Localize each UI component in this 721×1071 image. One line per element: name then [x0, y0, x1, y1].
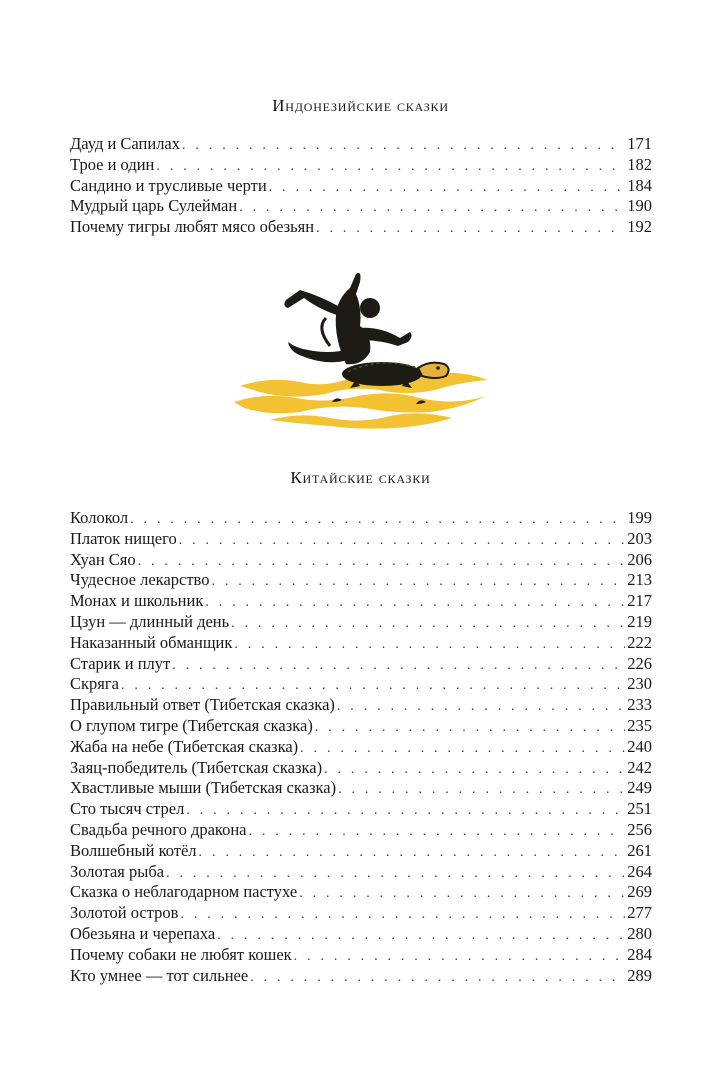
toc-entry-title: Свадьба речного дракона	[70, 819, 247, 839]
toc-entry-page: 289	[627, 965, 652, 985]
toc-entry	[70, 674, 652, 695]
toc-entry	[70, 737, 652, 758]
toc-entry-title: Платок нищего	[70, 528, 177, 548]
toc-entry	[70, 217, 652, 238]
toc-entry	[70, 550, 652, 571]
toc-entry-title: Сандино и трусливые черти	[70, 175, 267, 195]
toc-entry	[70, 799, 652, 820]
toc-entry-page: 256	[627, 819, 652, 839]
toc-entry-page: 284	[627, 944, 652, 964]
toc-entry-title: Цзун — длинный день	[70, 611, 230, 631]
dot-leader	[338, 780, 625, 801]
toc-entry-title: Жаба на небе (Тибетская сказка)	[70, 736, 299, 756]
section-title-chinese: Китайские сказки	[290, 468, 431, 487]
dot-leader	[217, 926, 625, 947]
toc-entry-page: 219	[627, 611, 652, 631]
toc-entry-page: 277	[627, 903, 652, 923]
toc-entry-title: Дауд и Сапилах	[70, 134, 181, 153]
monkey	[284, 273, 411, 364]
toc-entry-page: 199	[627, 508, 652, 527]
toc-entry-page: 233	[627, 695, 652, 715]
dot-leader	[231, 614, 625, 635]
section-title-indonesian: Индонезийские сказки	[272, 96, 449, 115]
dot-leader	[199, 843, 626, 864]
toc-entry	[70, 841, 652, 862]
toc-entry-title: Волшебный котёл	[70, 840, 197, 860]
dot-leader	[239, 198, 625, 219]
toc-entry-title: Монах и школьник	[70, 591, 204, 611]
dot-leader	[205, 593, 625, 614]
toc-entry-page: 184	[627, 175, 652, 195]
toc-entry-title: Почему собаки не любят кошек	[70, 944, 292, 964]
toc-entry-page: 240	[627, 736, 652, 756]
toc-entry-page: 249	[627, 778, 652, 798]
toc-entry-title: Хвастливые мыши (Тибетская сказка)	[70, 778, 337, 798]
toc-entry	[70, 654, 652, 675]
toc-entry-title: Обезьяна и черепаха	[70, 923, 216, 943]
toc-entry	[70, 924, 652, 945]
dot-leader	[316, 219, 625, 240]
toc-entry-title: Золотая рыба	[70, 861, 165, 881]
toc-entry-page: 226	[627, 653, 652, 673]
toc-entry	[70, 716, 652, 737]
dot-leader	[300, 739, 625, 760]
dot-leader	[121, 676, 625, 697]
toc-entry	[70, 882, 652, 903]
toc-entry-page: 213	[627, 570, 652, 590]
toc-entry-title: Правильный ответ (Тибетская сказка)	[70, 695, 335, 715]
toc-entry-page: 269	[627, 882, 652, 902]
toc-entry-title: Скряга	[70, 674, 119, 694]
toc-entry-page: 264	[627, 861, 652, 881]
toc-entry	[70, 176, 652, 197]
dot-leader	[315, 718, 625, 739]
toc-list-indonesian	[70, 134, 652, 238]
dot-leader	[234, 635, 625, 656]
toc-entry-page: 251	[627, 799, 652, 819]
toc-entry	[70, 966, 652, 987]
dot-leader	[186, 801, 625, 822]
toc-entry	[70, 612, 652, 633]
toc-entry-page: 190	[627, 196, 652, 216]
toc-entry-title: Чудесное лекарство	[70, 570, 210, 590]
toc-entry-title: Наказанный обманщик	[70, 632, 233, 652]
toc-entry-page: 261	[627, 840, 652, 860]
turtle-head	[418, 363, 449, 378]
toc-entry-title: Почему тигры любят мясо обезьян	[70, 217, 315, 237]
toc-entry-page: 222	[627, 632, 652, 652]
toc-entry	[70, 155, 652, 176]
toc-entry	[70, 758, 652, 779]
toc-entry-title: О глупом тигре (Тибетская сказка)	[70, 715, 313, 735]
dot-leader	[182, 136, 625, 157]
toc-entry	[70, 529, 652, 550]
toc-entry	[70, 778, 652, 799]
dot-leader	[269, 178, 626, 199]
dot-leader	[299, 884, 625, 905]
dot-leader	[294, 947, 626, 968]
toc-entry-title: Мудрый царь Сулейман	[70, 196, 238, 216]
monkey-turtle-illustration	[230, 268, 494, 432]
toc-entry-title: Старик и плут	[70, 653, 171, 673]
toc-entry-title: Хуан Сяо	[70, 549, 136, 569]
toc-entry-title: Трое и один	[70, 154, 155, 174]
toc-entry	[70, 591, 652, 612]
toc-entry	[70, 903, 652, 924]
dot-leader	[337, 697, 625, 718]
toc-entry-page: 217	[627, 591, 652, 611]
toc-entry-title: Сто тысяч стрел	[70, 799, 185, 819]
toc-entry-page: 171	[627, 134, 652, 153]
dot-leader	[211, 572, 625, 593]
toc-entry-page: 235	[627, 715, 652, 735]
dot-leader	[156, 157, 625, 178]
toc-entry	[70, 862, 652, 883]
dot-leader	[138, 552, 626, 573]
toc-entry-page: 242	[627, 757, 652, 777]
dot-leader	[324, 760, 625, 781]
toc-entry-page: 206	[627, 549, 652, 569]
toc-entry-title: Сказка о неблагодарном пастухе	[70, 882, 298, 902]
toc-entry	[70, 570, 652, 591]
toc-entry-title: Заяц-победитель (Тибетская сказка)	[70, 757, 323, 777]
dot-leader	[180, 905, 625, 926]
toc-entry	[70, 945, 652, 966]
toc-entry-page: 203	[627, 528, 652, 548]
dot-leader	[250, 968, 625, 989]
dot-leader	[130, 510, 625, 531]
toc-entry	[70, 695, 652, 716]
toc-entry	[70, 508, 652, 529]
toc-entry-page: 182	[627, 154, 652, 174]
dot-leader	[166, 864, 625, 885]
toc-entry	[70, 134, 652, 155]
toc-entry-page: 230	[627, 674, 652, 694]
dot-leader	[179, 531, 626, 552]
toc-entry	[70, 820, 652, 841]
toc-entry-page: 192	[627, 217, 652, 237]
dot-leader	[172, 656, 625, 677]
toc-entry-title: Колокол	[70, 508, 129, 527]
toc-entry	[70, 196, 652, 217]
toc-list-chinese	[70, 508, 652, 986]
toc-entry	[70, 633, 652, 654]
dot-leader	[249, 822, 626, 843]
toc-entry-page: 280	[627, 923, 652, 943]
toc-entry-title: Золотой остров	[70, 903, 179, 923]
toc-entry-title: Кто умнее — тот сильнее	[70, 965, 249, 985]
